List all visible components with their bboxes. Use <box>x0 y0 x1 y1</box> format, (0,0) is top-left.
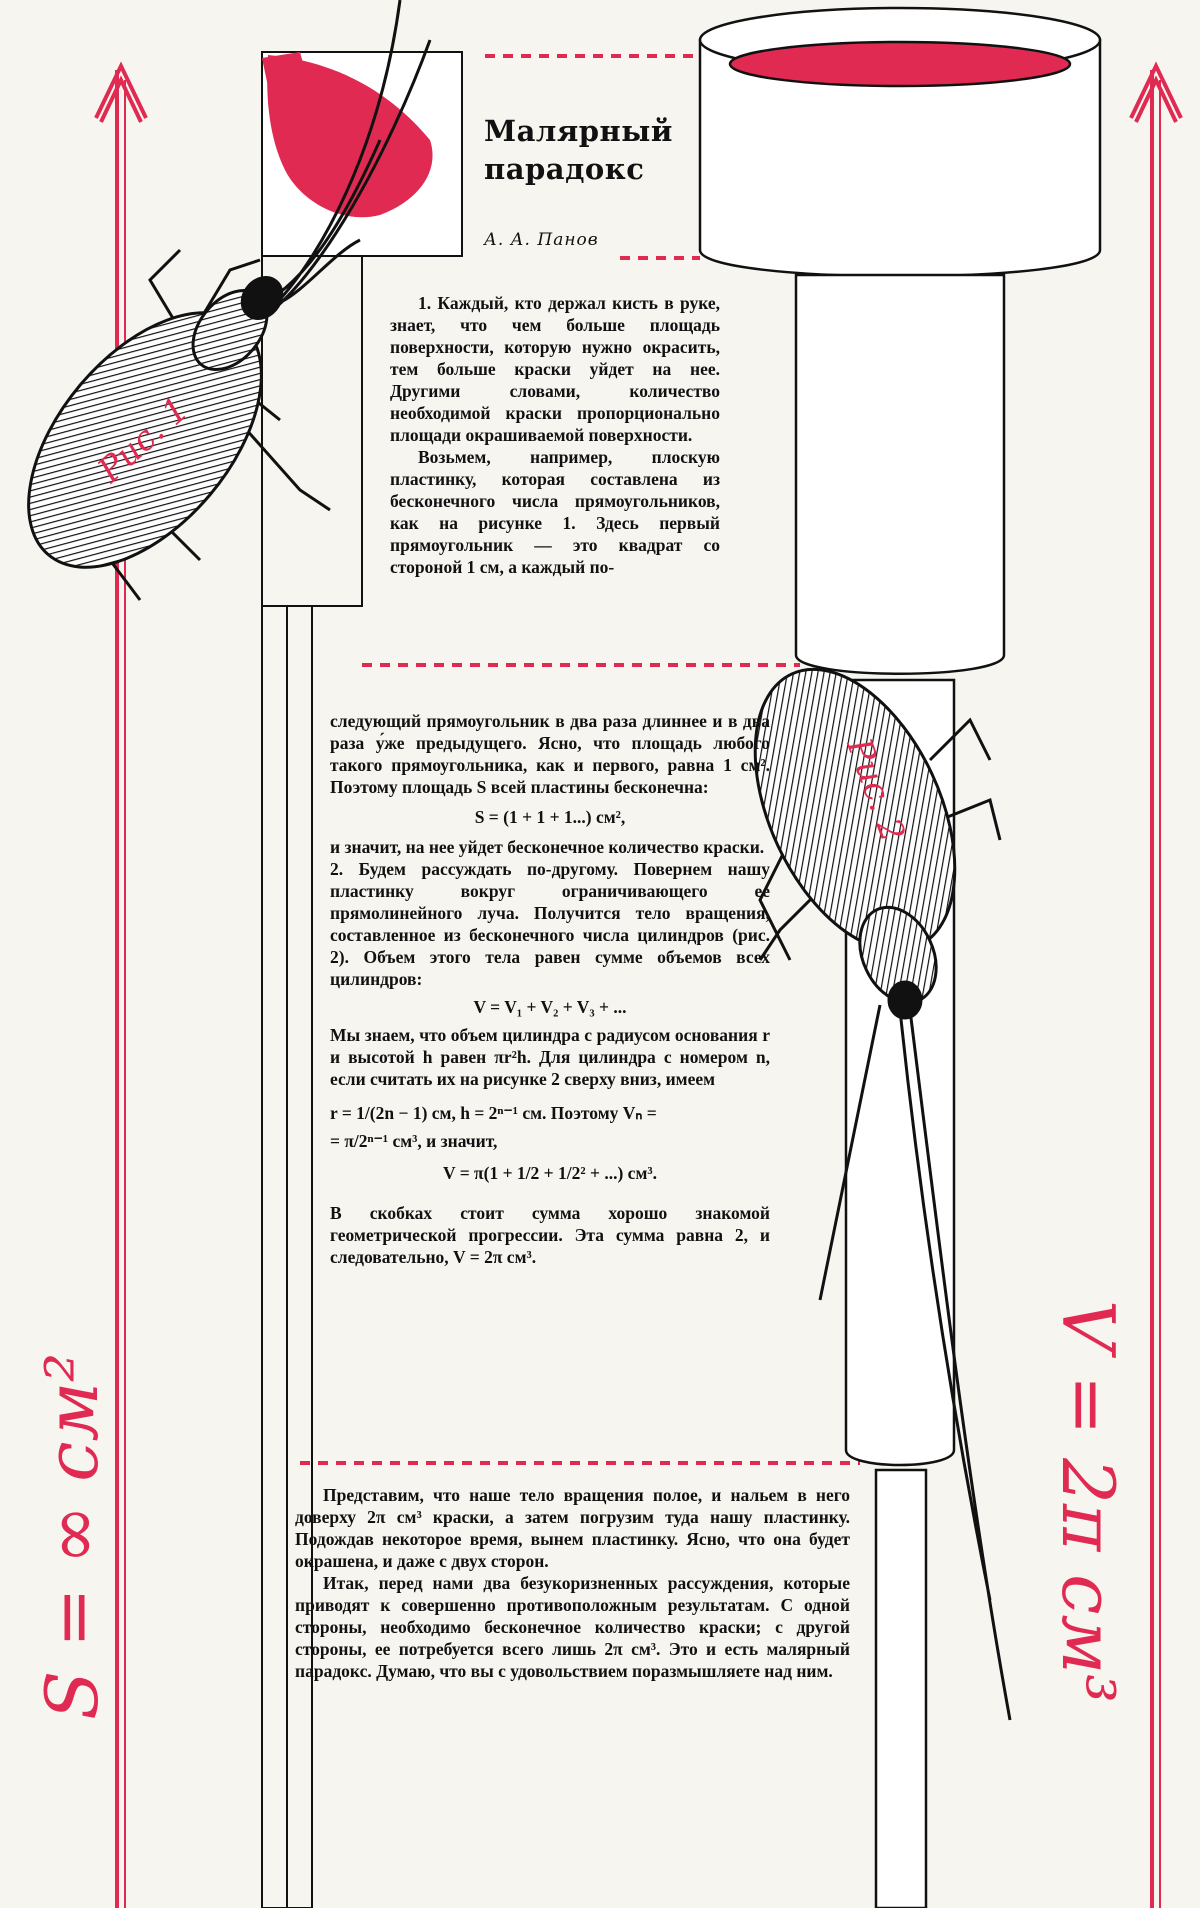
formula-volume-sum: V = V₁ + V₂ + V₃ + ... <box>473 997 627 1017</box>
section-2-paragraph-1: следующий прямоугольник в два раза длиннее и в два раза у́же предыдущего. Ясно, что площадь любого такого прямоугольника, как и первого, равна 1 см². Поэтому площадь S всей пластины бесконечна: <box>330 711 770 797</box>
section-2-paragraph-3: 2. Будем рассуждать по-другому. Повернем нашу пластинку вокруг ограничивающего ее прямолинейного луча. Получится тело вращения, составленное из бесконечного числа цилиндров (рис. 2). Объем этого тела равен сумме объемов всех цилиндров: <box>330 859 770 989</box>
figure-1-label: Рис. 1 <box>90 389 197 491</box>
section-2 <box>330 710 770 1268</box>
section-3-paragraph-1: Представим, что наше тело вращения полое, и нальем в него доверху 2π см³ краски, а затем погрузим туда нашу пластинку. Подождав некоторое время, вынем пластинку. Ясно, что она будет окрашена, и даже с двух сторон. <box>295 1485 850 1571</box>
title-line-2: парадокс <box>484 152 645 186</box>
section-3-paragraph-2: Итак, перед нами два безукоризненных рассуждения, которые приводят к совершенно противоположным результатам. С одной стороны, необходимо бесконечное количество краски; с другой стороны, ее потребуется всего лишь 2π см³. Это и есть малярный парадокс. Думаю, что вы с удовольствием поразмышляете над ним. <box>295 1573 850 1681</box>
section-2-paragraph-5: В скобках стоит сумма хорошо знакомой геометрической прогрессии. Эта сумма равна 2, и следовательно, V = 2π см³. <box>330 1203 770 1267</box>
section-1-paragraph-1: 1. Каждый, кто держал кисть в руке, знает, что чем больше площадь поверхности, которую нужно окрасить, тем больше краски уйдет на нее. Другими словами, количество необходимой краски пропорционально площади окрашиваемой поверхности. <box>390 293 720 445</box>
section-2-paragraph-2: и значит, на нее уйдет бесконечное количество краски. <box>330 837 765 857</box>
left-formula: S = ∞ см² <box>30 1352 114 1720</box>
right-arrow <box>1131 66 1181 1908</box>
section-1 <box>390 292 720 578</box>
section-2-paragraph-4: Мы знаем, что объем цилиндра с радиусом основания r и высотой h равен πr²h. Для цилиндра с номером n, если считать их на рисунке 2 сверху вниз, имеем <box>330 1025 770 1089</box>
article-title <box>484 112 704 188</box>
right-formula: V = 2π см³ <box>1046 1300 1130 1703</box>
formula-volume-series: V = π(1 + 1/2 + 1/2² + ...) см³. <box>443 1163 657 1183</box>
formula-vn: = π/2ⁿ⁻¹ см³, и значит, <box>330 1131 498 1151</box>
section-1-paragraph-2: Возьмем, например, плоскую пластинку, которая составлена из бесконечного числа прямоугольников, как на рисунке 1. Здесь первый прямоугольник — это квадрат со стороной 1 см, а каждый по- <box>390 447 720 577</box>
formula-radius-height: r = 1/(2n − 1) см, h = 2ⁿ⁻¹ см. Поэтому Vₙ = <box>330 1103 657 1123</box>
section-3 <box>295 1484 850 1682</box>
article-author: А. А. Панов <box>484 230 599 250</box>
formula-area: S = (1 + 1 + 1...) см², <box>474 807 626 827</box>
figure-2-label: Рис. 2 <box>838 732 913 848</box>
title-line-1: Малярный <box>484 114 673 148</box>
